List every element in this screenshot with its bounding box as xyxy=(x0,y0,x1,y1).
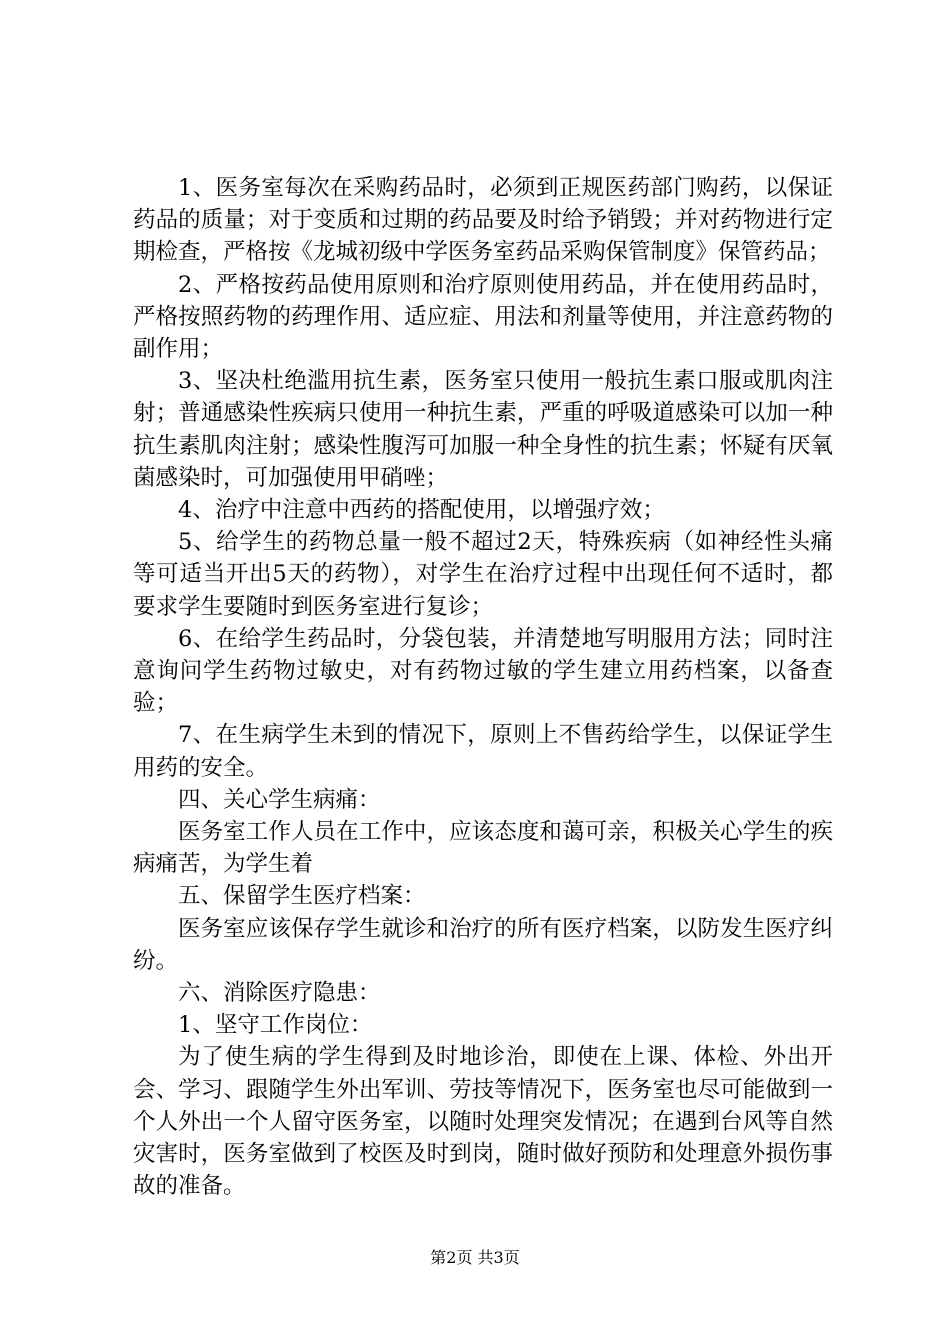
section-heading-6: 六、消除医疗隐患： xyxy=(178,980,381,1007)
paragraph-2: 2、严格按药品使用原则和治疗原则使用药品，并在使用药品时，严格按照药物的药理作用、适应症、用法和剂量等使用，并注意药物的副作用； xyxy=(133,271,833,363)
paragraph-3: 3、坚决杜绝滥用抗生素，医务室只使用一般抗生素口服或肌肉注射；普通感染性疾病只使用一种抗生素，严重的呼吸道感染可以加一种抗生素肌肉注射；感染性腹泻可加服一种全身性的抗生素；怀疑有厌氧菌感染时，可加强使用甲硝唑； xyxy=(133,368,833,491)
paragraph-9: 医务室应该保存学生就诊和治疗的所有医疗档案，以防发生医疗纠纷。 xyxy=(133,915,833,974)
section-heading-4: 四、关心学生病痛： xyxy=(178,786,381,813)
paragraph-1: 1、医务室每次在采购药品时，必须到正规医药部门购药，以保证药品的质量；对于变质和过期的药品要及时给予销毁；并对药物进行定期检查，严格按《龙城初级中学医务室药品采购保管制度》保管药品； xyxy=(133,175,833,266)
page-number-footer: 第2页 共3页 xyxy=(430,1248,520,1267)
subheading-1: 1、坚守工作岗位： xyxy=(178,1012,373,1039)
document-body xyxy=(133,172,833,1203)
paragraph-10: 为了使生病的学生得到及时地诊治，即使在上课、体检、外出开会、学习、跟随学生外出军训、劳技等情况下，医务室也尽可能做到一个人外出一个人留守医务室，以随时处理突发情况；在遇到台风等自然灾害时，医务室做到了校医及时到岗，随时做好预防和处理意外损伤事故的准备。 xyxy=(133,1044,833,1200)
paragraph-8: 医务室工作人员在工作中，应该态度和蔼可亲，积极关心学生的疾病痛苦，为学生着 xyxy=(133,819,833,878)
paragraph-5: 5、给学生的药物总量一般不超过2天，特殊疾病（如神经性头痛等可适当开出5天的药物），对学生在治疗过程中出现任何不适时，都要求学生要随时到医务室进行复诊； xyxy=(133,529,833,620)
paragraph-4: 4、治疗中注意中西药的搭配使用，以增强疗效； xyxy=(178,497,665,524)
paragraph-7: 7、在生病学生未到的情况下，原则上不售药给学生，以保证学生用药的安全。 xyxy=(133,722,833,781)
paragraph-6: 6、在给学生药品时，分袋包装，并清楚地写明服用方法；同时注意询问学生药物过敏史，对有药物过敏的学生建立用药档案，以备查验； xyxy=(133,625,833,717)
section-heading-5: 五、保留学生医疗档案： xyxy=(178,883,426,910)
